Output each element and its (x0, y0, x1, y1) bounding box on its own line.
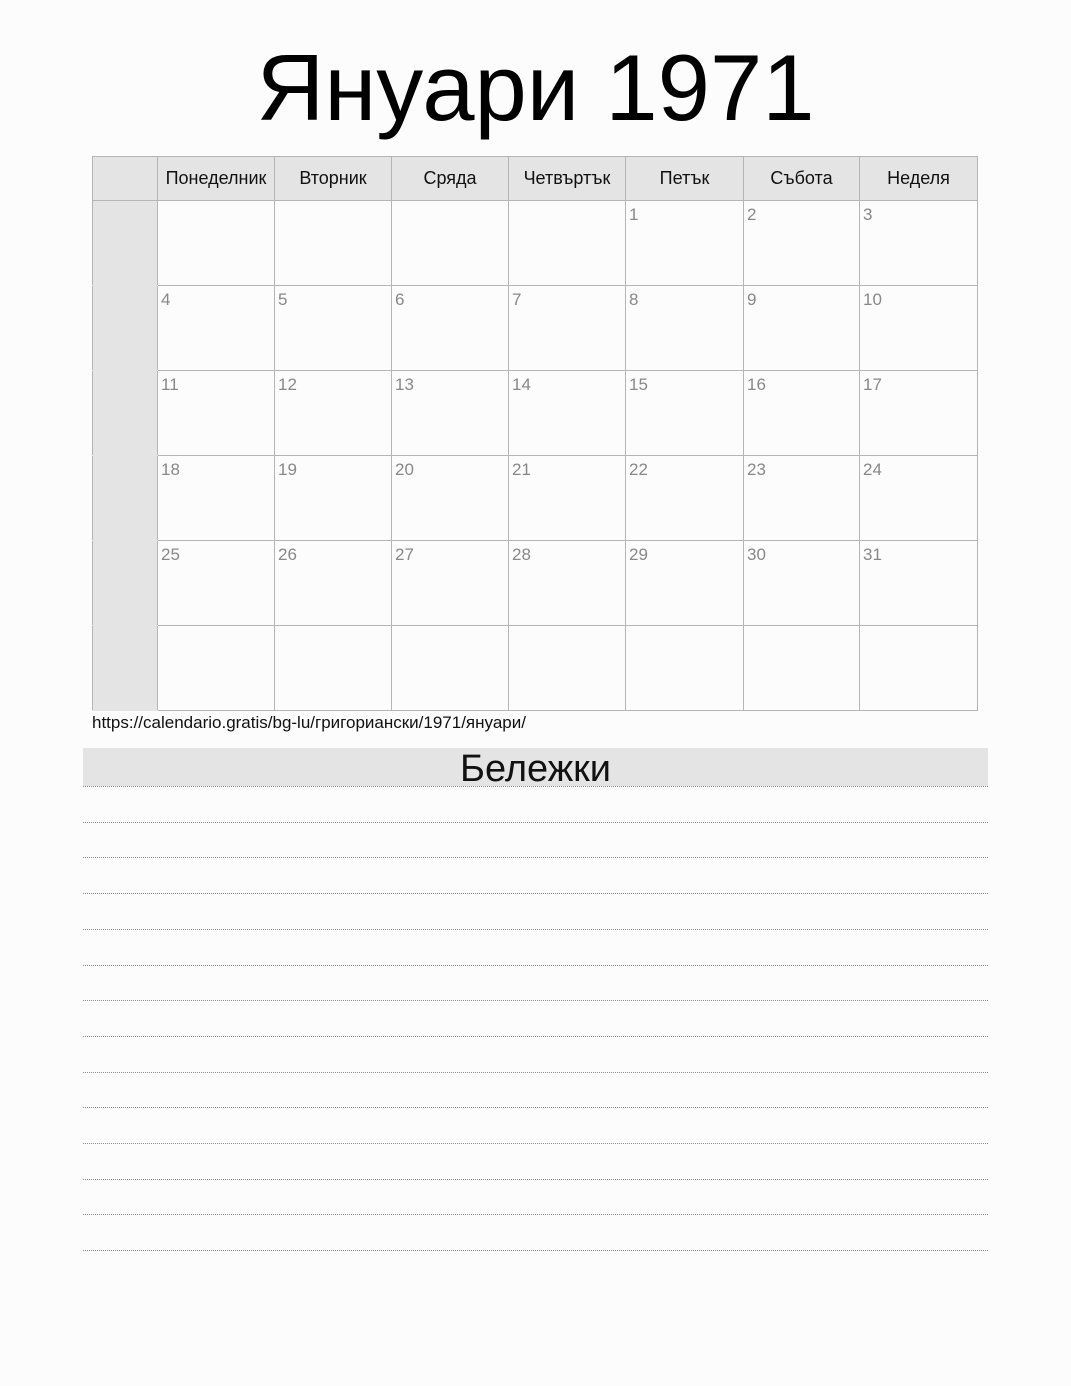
week-number-cell (93, 626, 158, 711)
day-number (626, 626, 743, 631)
note-line (83, 893, 988, 894)
day-number: 16 (747, 375, 766, 394)
day-cell (158, 541, 275, 626)
day-number: 6 (395, 290, 405, 309)
day-number: 11 (161, 375, 179, 394)
day-number: 21 (512, 460, 531, 479)
note-line (83, 1072, 988, 1073)
day-cell (392, 626, 509, 711)
note-line (83, 822, 988, 823)
note-line (83, 857, 988, 858)
day-cell (275, 541, 392, 626)
note-line (83, 1036, 988, 1037)
day-cell (158, 201, 275, 286)
day-cell (275, 371, 392, 456)
note-line (83, 786, 988, 787)
calendar-grid (92, 156, 978, 711)
day-number (392, 201, 508, 206)
day-number (509, 201, 625, 206)
calendar-week-row (93, 371, 978, 456)
day-number: 20 (395, 460, 414, 479)
day-cell (392, 371, 509, 456)
note-line (83, 1107, 988, 1108)
day-number: 28 (512, 545, 531, 564)
day-number: 5 (278, 290, 288, 309)
day-number: 15 (629, 375, 648, 394)
day-cell (275, 456, 392, 541)
day-number: 18 (161, 460, 180, 479)
day-cell (860, 626, 978, 711)
day-number: 10 (863, 290, 882, 309)
note-line (83, 929, 988, 930)
day-cell (509, 286, 626, 371)
day-cell (860, 286, 978, 371)
week-number-header (93, 157, 158, 201)
day-number (860, 626, 977, 631)
weekday-header: Вторник (275, 157, 392, 201)
weekday-header: Четвъртък (509, 157, 626, 201)
day-cell (744, 626, 860, 711)
day-cell (275, 201, 392, 286)
day-cell (860, 456, 978, 541)
day-cell (509, 371, 626, 456)
calendar-week-row (93, 456, 978, 541)
notes-heading: Бележки (83, 748, 988, 786)
calendar-week-row (93, 626, 978, 711)
day-number: 24 (863, 460, 882, 479)
day-number (744, 626, 859, 631)
day-cell (275, 286, 392, 371)
day-number (158, 201, 274, 206)
day-number: 12 (278, 375, 297, 394)
calendar-week-row (93, 286, 978, 371)
day-cell (744, 541, 860, 626)
day-number: 2 (747, 205, 757, 224)
day-cell (860, 541, 978, 626)
calendar-week-row (93, 541, 978, 626)
day-number: 25 (161, 545, 180, 564)
day-cell (158, 371, 275, 456)
day-number: 17 (863, 375, 882, 394)
day-number: 22 (629, 460, 648, 479)
day-number: 8 (629, 290, 639, 309)
note-line (83, 1179, 988, 1180)
day-number: 7 (512, 290, 522, 309)
day-number: 4 (161, 290, 171, 309)
day-cell (860, 201, 978, 286)
source-url: https://calendario.gratis/bg-lu/григориански/1971/януари/ (92, 713, 526, 732)
note-line (83, 1214, 988, 1215)
day-cell (392, 541, 509, 626)
day-number (275, 201, 391, 206)
day-cell (744, 456, 860, 541)
day-cell (392, 286, 509, 371)
day-number: 3 (863, 205, 873, 224)
day-cell (158, 626, 275, 711)
day-number: 31 (863, 545, 882, 564)
day-cell (744, 201, 860, 286)
day-number (392, 626, 508, 631)
day-cell (392, 456, 509, 541)
day-cell (626, 541, 744, 626)
day-cell (158, 456, 275, 541)
day-number (158, 626, 274, 631)
week-number-cell (93, 456, 158, 541)
day-cell (860, 371, 978, 456)
day-number: 23 (747, 460, 766, 479)
day-cell (744, 371, 860, 456)
day-cell (626, 371, 744, 456)
day-cell (158, 286, 275, 371)
note-line (83, 1000, 988, 1001)
weekday-header: Сряда (392, 157, 509, 201)
day-cell (275, 626, 392, 711)
day-number (275, 626, 391, 631)
day-number: 26 (278, 545, 297, 564)
day-number: 29 (629, 545, 648, 564)
note-line (83, 965, 988, 966)
day-cell (626, 456, 744, 541)
day-number: 9 (747, 290, 757, 309)
week-number-cell (93, 371, 158, 456)
week-number-cell (93, 201, 158, 286)
day-cell (626, 286, 744, 371)
day-number: 30 (747, 545, 766, 564)
calendar-title: Януари 1971 (256, 35, 815, 140)
day-cell (509, 626, 626, 711)
day-cell (626, 626, 744, 711)
note-line (83, 1250, 988, 1251)
weekday-header: Понеделник (158, 157, 275, 201)
note-line (83, 1143, 988, 1144)
day-cell (626, 201, 744, 286)
weekday-header: Петък (626, 157, 744, 201)
day-cell (392, 201, 509, 286)
day-cell (744, 286, 860, 371)
day-number: 19 (278, 460, 297, 479)
calendar-week-row (93, 201, 978, 286)
day-number: 1 (629, 205, 639, 224)
weekday-header-row (93, 157, 978, 201)
day-number: 14 (512, 375, 531, 394)
weekday-header: Събота (744, 157, 860, 201)
week-number-cell (93, 541, 158, 626)
week-number-cell (93, 286, 158, 371)
day-cell (509, 541, 626, 626)
day-number: 27 (395, 545, 414, 564)
day-number (509, 626, 625, 631)
day-cell (509, 456, 626, 541)
weekday-header: Неделя (860, 157, 978, 201)
day-number: 13 (395, 375, 414, 394)
day-cell (509, 201, 626, 286)
